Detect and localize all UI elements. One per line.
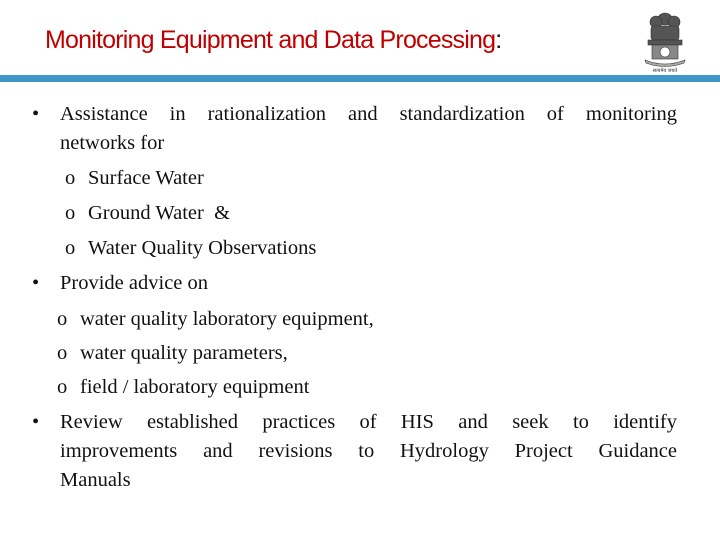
bullet-marker: • — [32, 272, 40, 294]
sub-item-water-quality-observations: Water Quality Observations — [88, 237, 317, 259]
slide-title — [45, 26, 501, 55]
bullet-3-line-3: Manuals — [60, 469, 131, 491]
sub-marker: o — [57, 308, 68, 330]
sub-marker: o — [57, 376, 68, 398]
bullet-marker: • — [32, 411, 40, 433]
bullet-1-line-2: networks for — [60, 132, 165, 154]
sub-item-lab-equipment: water quality laboratory equipment, — [80, 308, 374, 330]
sub-item-field-lab-equipment: field / laboratory equipment — [80, 376, 310, 398]
slide-title-colon: : — [495, 26, 502, 54]
sub-marker: o — [65, 202, 76, 224]
bullet-2-line-1: Provide advice on — [60, 272, 209, 294]
header-divider — [0, 75, 720, 82]
emblem-caption: सत्यमेव जयते — [652, 68, 678, 74]
national-emblem-icon — [640, 8, 690, 74]
sub-marker: o — [65, 237, 76, 259]
sub-marker: o — [57, 342, 68, 364]
bullet-1-line-1: Assistance in rationalization and standardization of monitoring — [60, 103, 677, 125]
bullet-marker: • — [32, 103, 40, 125]
sub-marker: o — [65, 167, 76, 189]
sub-item-parameters: water quality parameters, — [80, 342, 288, 364]
bullet-3-line-1: Review established practices of HIS and seek to identify — [60, 411, 677, 433]
sub-item-surface-water: Surface Water — [88, 167, 204, 189]
bullet-3-line-2: improvements and revisions to Hydrology Project Guidance — [60, 440, 677, 462]
slide-title-text: Monitoring Equipment and Data Processing — [45, 26, 496, 54]
sub-item-ground-water: Ground Water & — [88, 202, 231, 224]
